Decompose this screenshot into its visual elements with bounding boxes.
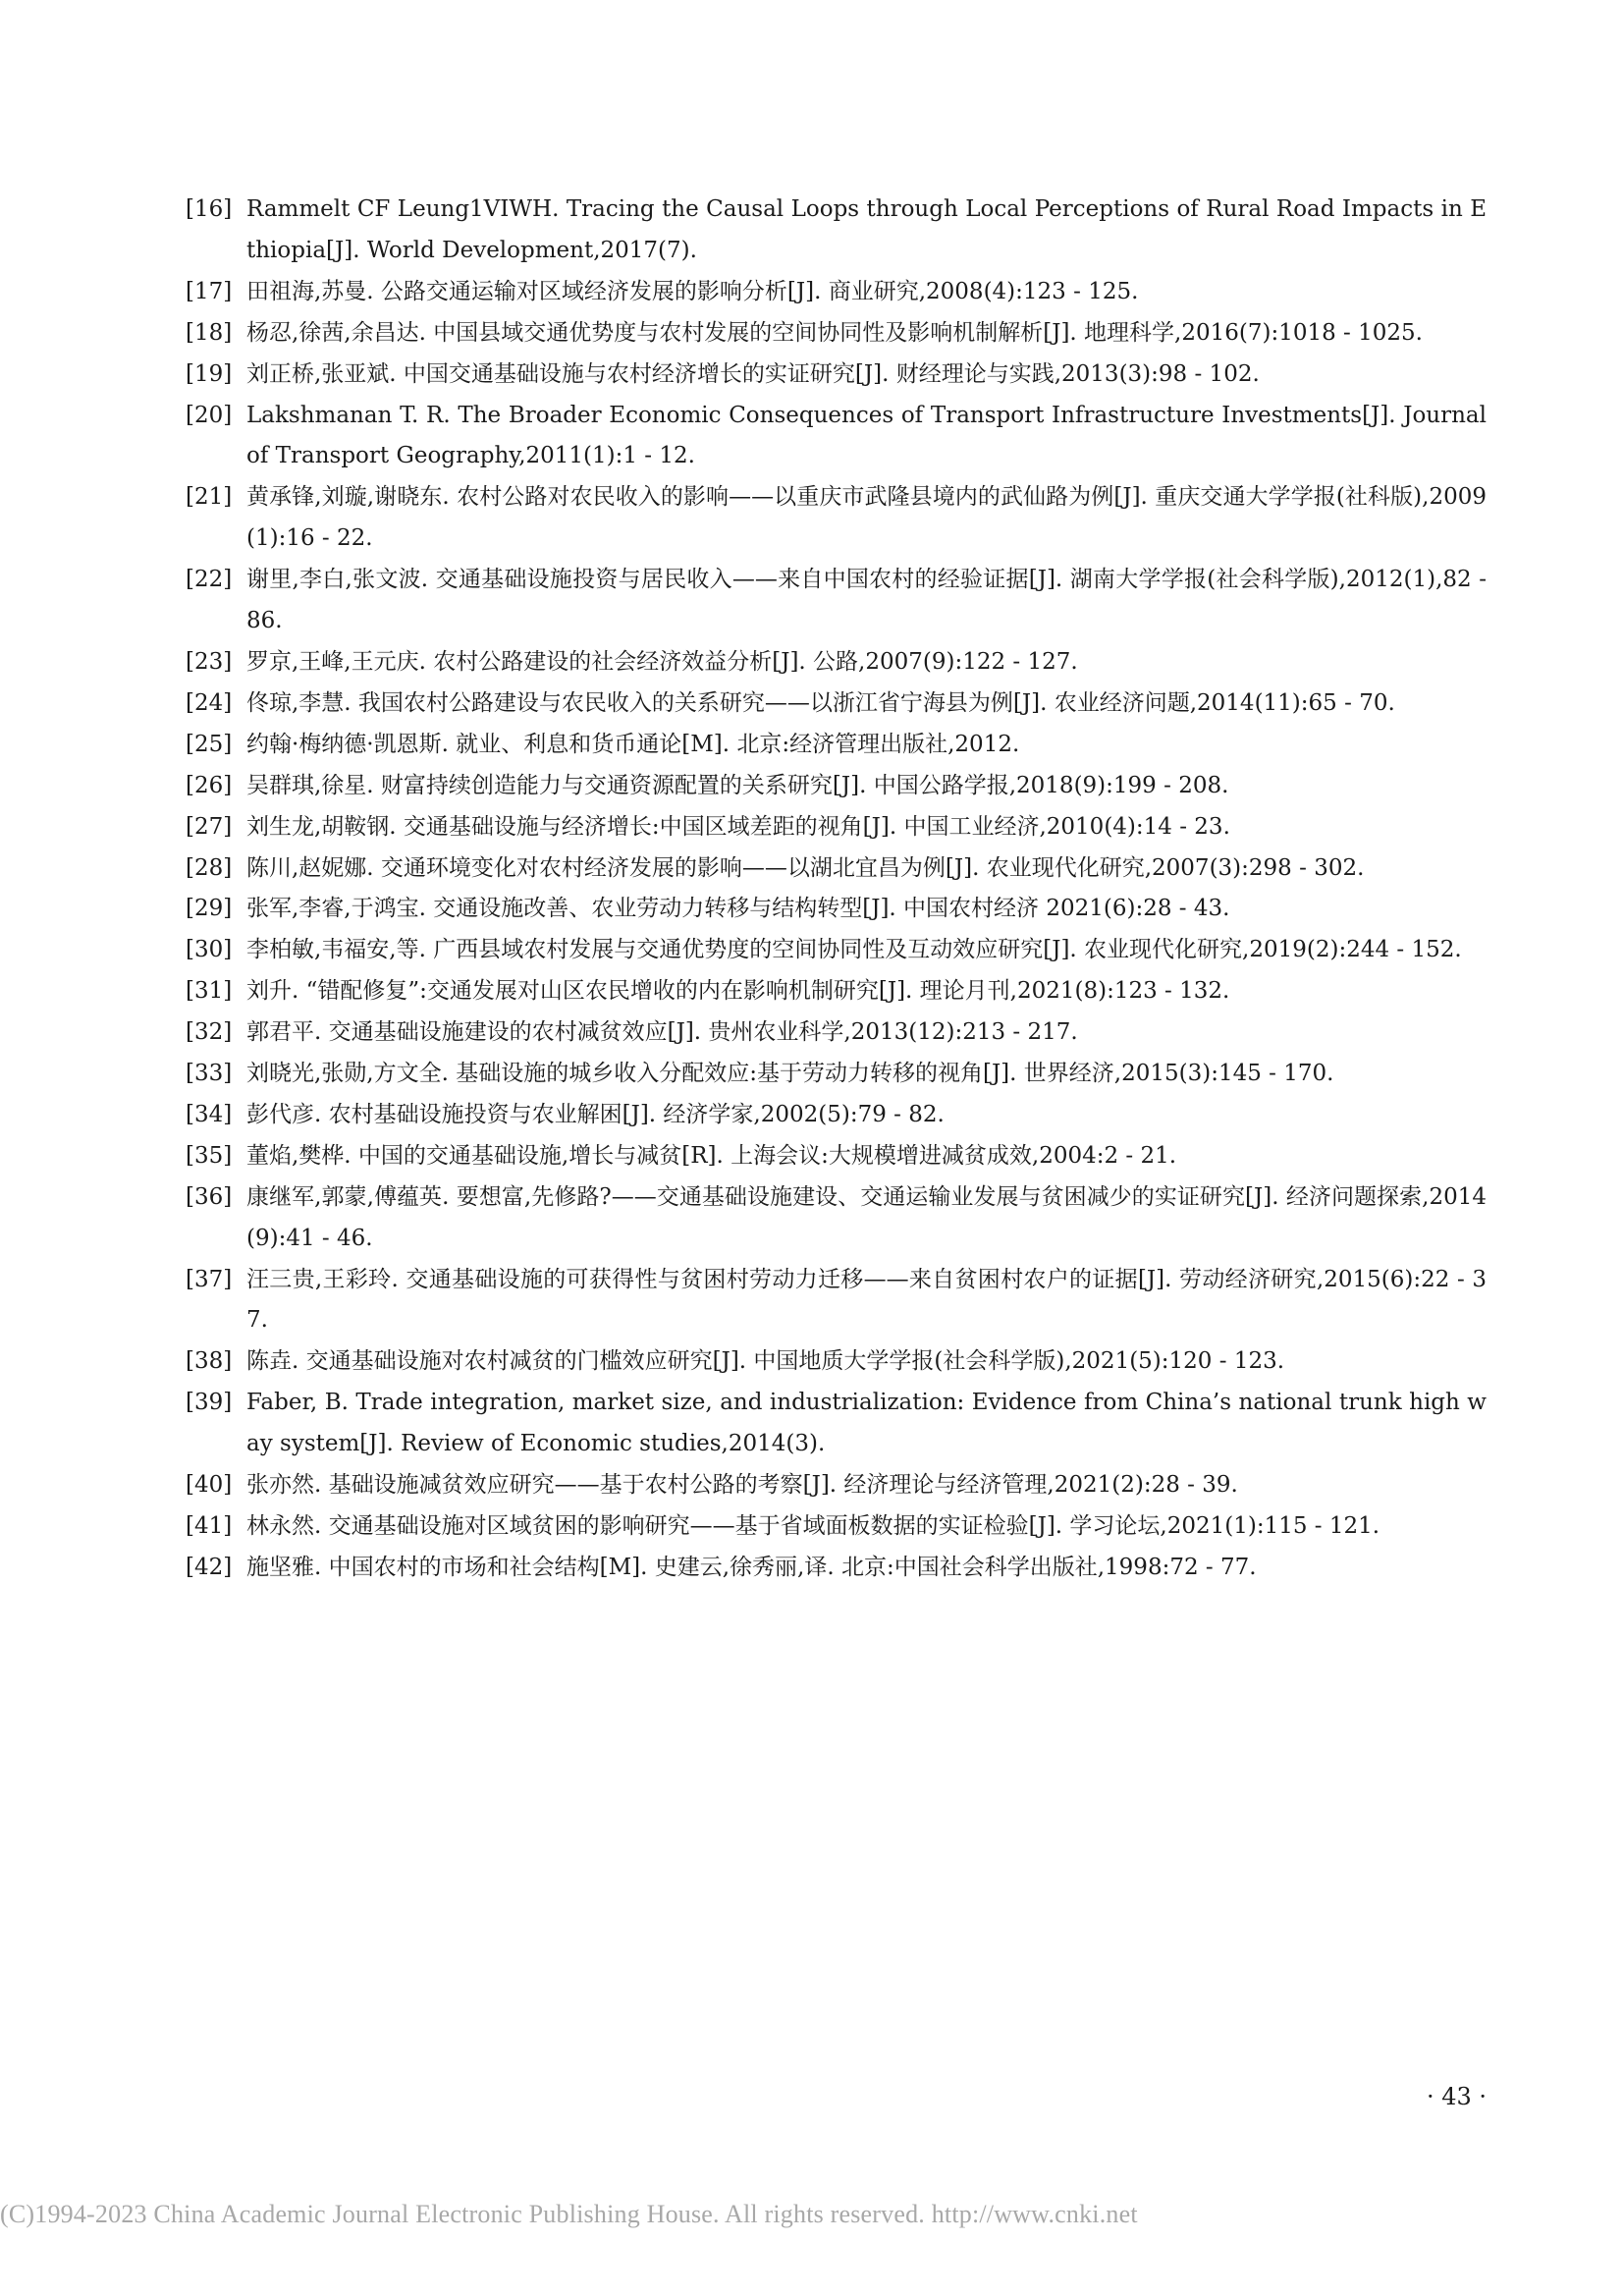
reference-item xyxy=(186,477,1487,560)
reference-text: 刘生龙,胡鞍钢. 交通基础设施与经济增长:中国区域差距的视角[J]. 中国工业经济,2010(4):14 - 23. xyxy=(246,813,1230,840)
reference-number: [42] xyxy=(186,1554,233,1580)
reference-text: 汪三贵,王彩玲. 交通基础设施的可获得性与贫困村劳动力迁移——来自贫困村农户的证据[J]. 劳动经济研究,2015(6):22 - 37. xyxy=(246,1266,1487,1334)
reference-item xyxy=(186,1465,1487,1506)
reference-text: 郭君平. 交通基础设施建设的农村减贫效应[J]. 贵州农业科学,2013(12):213 - 217. xyxy=(246,1019,1078,1046)
reference-item xyxy=(186,848,1487,890)
reference-text: 黄承锋,刘璇,谢晓东. 农村公路对农民收入的影响——以重庆市武隆县境内的武仙路为例[J]. 重庆交通大学学报(社科版),2009(1):16 - 22. xyxy=(246,484,1487,552)
reference-item xyxy=(186,1548,1487,1589)
reference-number: [26] xyxy=(186,772,233,798)
reference-number: [16] xyxy=(186,196,233,222)
reference-number: [28] xyxy=(186,854,233,881)
reference-number: [19] xyxy=(186,360,233,387)
reference-text: 李柏敏,韦福安,等. 广西县域农村发展与交通优势度的空间协同性及互动效应研究[J]. 农业现代化研究,2019(2):244 - 152. xyxy=(246,937,1462,963)
reference-number: [30] xyxy=(186,937,233,963)
reference-text: 陈川,赵妮娜. 交通环境变化对农村经济发展的影响——以湖北宜昌为例[J]. 农业现代化研究,2007(3):298 - 302. xyxy=(246,854,1365,881)
reference-item xyxy=(186,272,1487,313)
reference-text: 张军,李睿,于鸿宝. 交通设施改善、农业劳动力转移与结构转型[J]. 中国农村经济 2021(6):28 - 43. xyxy=(246,896,1230,922)
reference-item xyxy=(186,1260,1487,1342)
reference-text: 罗京,王峰,王元庆. 农村公路建设的社会经济效益分析[J]. 公路,2007(9):122 - 127. xyxy=(246,648,1078,675)
reference-number: [18] xyxy=(186,319,233,346)
reference-item xyxy=(186,313,1487,355)
reference-text: 田祖海,苏曼. 公路交通运输对区域经济发展的影响分析[J]. 商业研究,2008(4):123 - 125. xyxy=(246,278,1139,304)
reference-item xyxy=(186,1012,1487,1054)
reference-number: [25] xyxy=(186,731,233,757)
reference-number: [33] xyxy=(186,1061,233,1087)
reference-text: 杨忍,徐茜,余昌达. 中国县域交通优势度与农村发展的空间协同性及影响机制解析[J]. 地理科学,2016(7):1018 - 1025. xyxy=(246,319,1423,346)
reference-text: 康继军,郭蒙,傅蕴英. 要想富,先修路?——交通基础设施建设、交通运输业发展与贫困减少的实证研究[J]. 经济问题探索,2014(9):41 - 46. xyxy=(246,1183,1487,1251)
reference-text: 刘晓光,张勋,方文全. 基础设施的城乡收入分配效应:基于劳动力转移的视角[J]. 世界经济,2015(3):145 - 170. xyxy=(246,1061,1334,1087)
reference-number: [36] xyxy=(186,1183,233,1210)
reference-text: Lakshmanan T. R. The Broader Economic Consequences of Transport Infrastructure Investments[J]. Journal of Transport Geography,2011(1):1 - 12. xyxy=(246,402,1487,469)
reference-number: [17] xyxy=(186,278,233,304)
reference-number: [39] xyxy=(186,1390,233,1416)
reference-item xyxy=(186,1341,1487,1383)
reference-item xyxy=(186,396,1487,478)
reference-item xyxy=(186,1177,1487,1260)
reference-item xyxy=(186,190,1487,272)
reference-item xyxy=(186,1136,1487,1177)
reference-number: [29] xyxy=(186,896,233,922)
reference-item xyxy=(186,889,1487,930)
reference-item xyxy=(186,725,1487,766)
reference-text: 林永然. 交通基础设施对区域贫困的影响研究——基于省域面板数据的实证检验[J]. 学习论坛,2021(1):115 - 121. xyxy=(246,1513,1380,1539)
reference-number: [31] xyxy=(186,978,233,1005)
reference-text: 佟琼,李慧. 我国农村公路建设与农民收入的关系研究——以浙江省宁海县为例[J]. 农业经济问题,2014(11):65 - 70. xyxy=(246,689,1395,716)
reference-item xyxy=(186,971,1487,1012)
copyright-footer: (C)1994-2023 China Academic Journal Electronic Publishing House. All rights reserved. http://www.cnki.net xyxy=(0,2200,1138,2228)
reference-item xyxy=(186,560,1487,642)
reference-text: 刘升. “错配修复”:交通发展对山区农民增收的内在影响机制研究[J]. 理论月刊,2021(8):123 - 132. xyxy=(246,978,1230,1005)
reference-number: [32] xyxy=(186,1019,233,1046)
reference-text: 董焰,樊桦. 中国的交通基础设施,增长与减贫[R]. 上海会议:大规模增进减贫成效,2004:2 - 21. xyxy=(246,1142,1177,1169)
reference-text: 彭代彦. 农村基础设施投资与农业解困[J]. 经济学家,2002(5):79 - 82. xyxy=(246,1101,945,1127)
reference-item xyxy=(186,1506,1487,1548)
reference-number: [27] xyxy=(186,813,233,840)
reference-item xyxy=(186,807,1487,848)
reference-number: [38] xyxy=(186,1348,233,1375)
reference-text: 陈垚. 交通基础设施对农村减贫的门槛效应研究[J]. 中国地质大学学报(社会科学版),2021(5):120 - 123. xyxy=(246,1348,1285,1375)
reference-item xyxy=(186,683,1487,725)
page-number: · 43 · xyxy=(1426,2083,1487,2110)
reference-text: 约翰·梅纳德·凯恩斯. 就业、利息和货币通论[M]. 北京:经济管理出版社,2012. xyxy=(246,731,1020,757)
reference-number: [23] xyxy=(186,648,233,675)
reference-text: 谢里,李白,张文波. 交通基础设施投资与居民收入——来自中国农村的经验证据[J]. 湖南大学学报(社会科学版),2012(1),82 - 86. xyxy=(246,567,1487,634)
reference-item xyxy=(186,930,1487,971)
reference-item xyxy=(186,642,1487,683)
reference-item xyxy=(186,766,1487,807)
reference-text: 刘正桥,张亚斌. 中国交通基础设施与农村经济增长的实证研究[J]. 财经理论与实践,2013(3):98 - 102. xyxy=(246,360,1260,387)
reference-number: [35] xyxy=(186,1142,233,1169)
reference-number: [21] xyxy=(186,484,233,511)
reference-text: 吴群琪,徐星. 财富持续创造能力与交通资源配置的关系研究[J]. 中国公路学报,2018(9):199 - 208. xyxy=(246,772,1229,798)
reference-item xyxy=(186,1095,1487,1136)
reference-item xyxy=(186,1054,1487,1095)
reference-number: [20] xyxy=(186,402,233,428)
reference-text: 施坚雅. 中国农村的市场和社会结构[M]. 史建云,徐秀丽,译. 北京:中国社会科学出版社,1998:72 - 77. xyxy=(246,1554,1257,1580)
reference-number: [22] xyxy=(186,567,233,593)
reference-number: [41] xyxy=(186,1513,233,1539)
reference-text: Rammelt CF Leung1VIWH. Tracing the Causal Loops through Local Perceptions of Rural Road Impacts in Ethiopia[J]. World Development,2017(7). xyxy=(246,196,1487,263)
reference-number: [24] xyxy=(186,689,233,716)
reference-text: 张亦然. 基础设施减贫效应研究——基于农村公路的考察[J]. 经济理论与经济管理,2021(2):28 - 39. xyxy=(246,1472,1238,1499)
reference-item xyxy=(186,355,1487,396)
reference-number: [34] xyxy=(186,1101,233,1127)
reference-list xyxy=(186,190,1487,1589)
reference-number: [37] xyxy=(186,1266,233,1292)
reference-item xyxy=(186,1383,1487,1465)
reference-number: [40] xyxy=(186,1472,233,1499)
reference-text: Faber, B. Trade integration, market size, and industrialization: Evidence from China’s national trunk high way system[J]. Review of Economic studies,2014(3). xyxy=(246,1390,1487,1457)
